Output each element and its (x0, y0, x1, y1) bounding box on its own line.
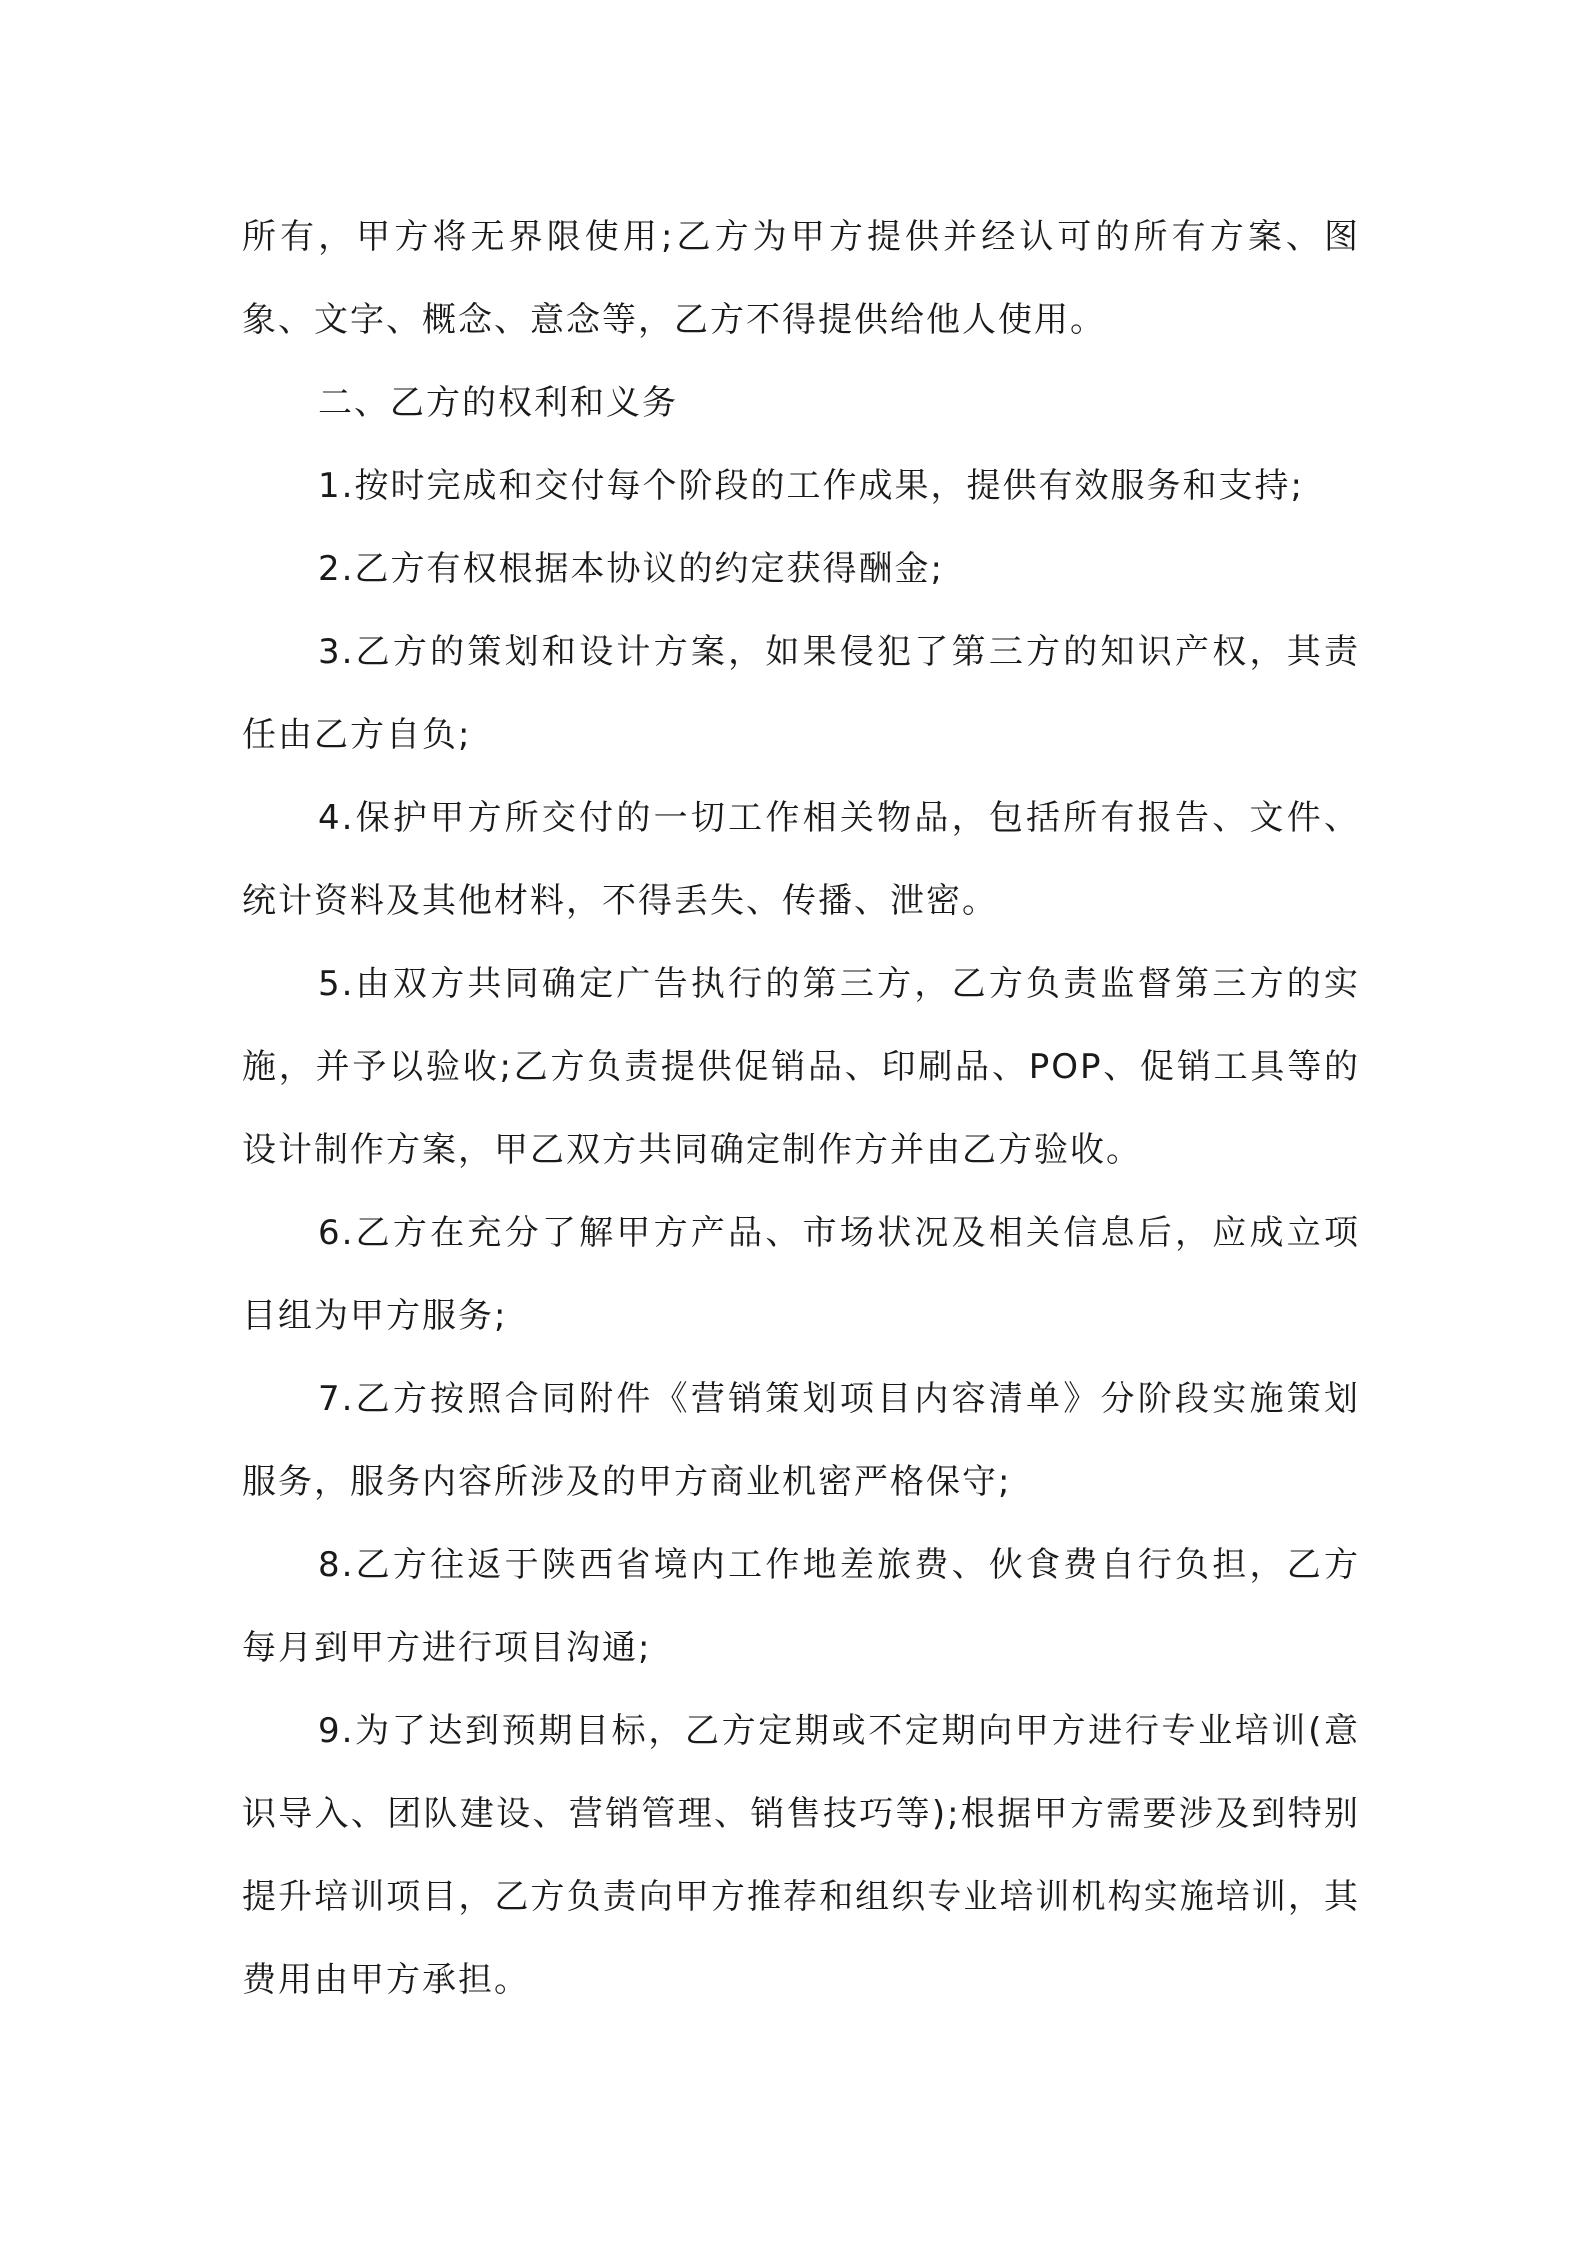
clause-8: 8.乙方往返于陕西省境内工作地差旅费、伙食费自行负担，乙方每月到甲方进行项目沟通; (242, 1545, 1360, 1668)
clause-9: 9.为了达到预期目标，乙方定期或不定期向甲方进行专业培训(意识导入、团队建设、营销管理、销售技巧等);根据甲方需要涉及到特别提升培训项目，乙方负责向甲方推荐和组织专业培训机构实施培训，其费用由甲方承担。 (242, 1711, 1360, 2000)
clause-4: 4.保护甲方所交付的一切工作相关物品，包括所有报告、文件、统计资料及其他材料，不得丢失、传播、泄密。 (242, 798, 1360, 921)
clause-5: 5.由双方共同确定广告执行的第三方，乙方负责监督第三方的实施，并予以验收;乙方负责提供促销品、印刷品、POP、促销工具等的设计制作方案，甲乙双方共同确定制作方并由乙方验收。 (242, 964, 1360, 1170)
section-heading: 二、乙方的权利和义务 (318, 383, 678, 423)
clause-1: 1.按时完成和交付每个阶段的工作成果，提供有效服务和支持; (318, 466, 1304, 506)
clause-3: 3.乙方的策划和设计方案，如果侵犯了第三方的知识产权，其责任由乙方自负; (242, 632, 1360, 755)
clause-6: 6.乙方在充分了解甲方产品、市场状况及相关信息后，应成立项目组为甲方服务; (242, 1213, 1360, 1336)
document-body (242, 196, 1360, 2022)
clause-7: 7.乙方按照合同附件《营销策划项目内容清单》分阶段实施策划服务，服务内容所涉及的甲方商业机密严格保守; (242, 1379, 1360, 1502)
clause-2: 2.乙方有权根据本协议的约定获得酬金; (318, 549, 944, 589)
paragraph-continuation: 所有，甲方将无界限使用;乙方为甲方提供并经认可的所有方案、图象、文字、概念、意念等，乙方不得提供给他人使用。 (242, 217, 1360, 340)
